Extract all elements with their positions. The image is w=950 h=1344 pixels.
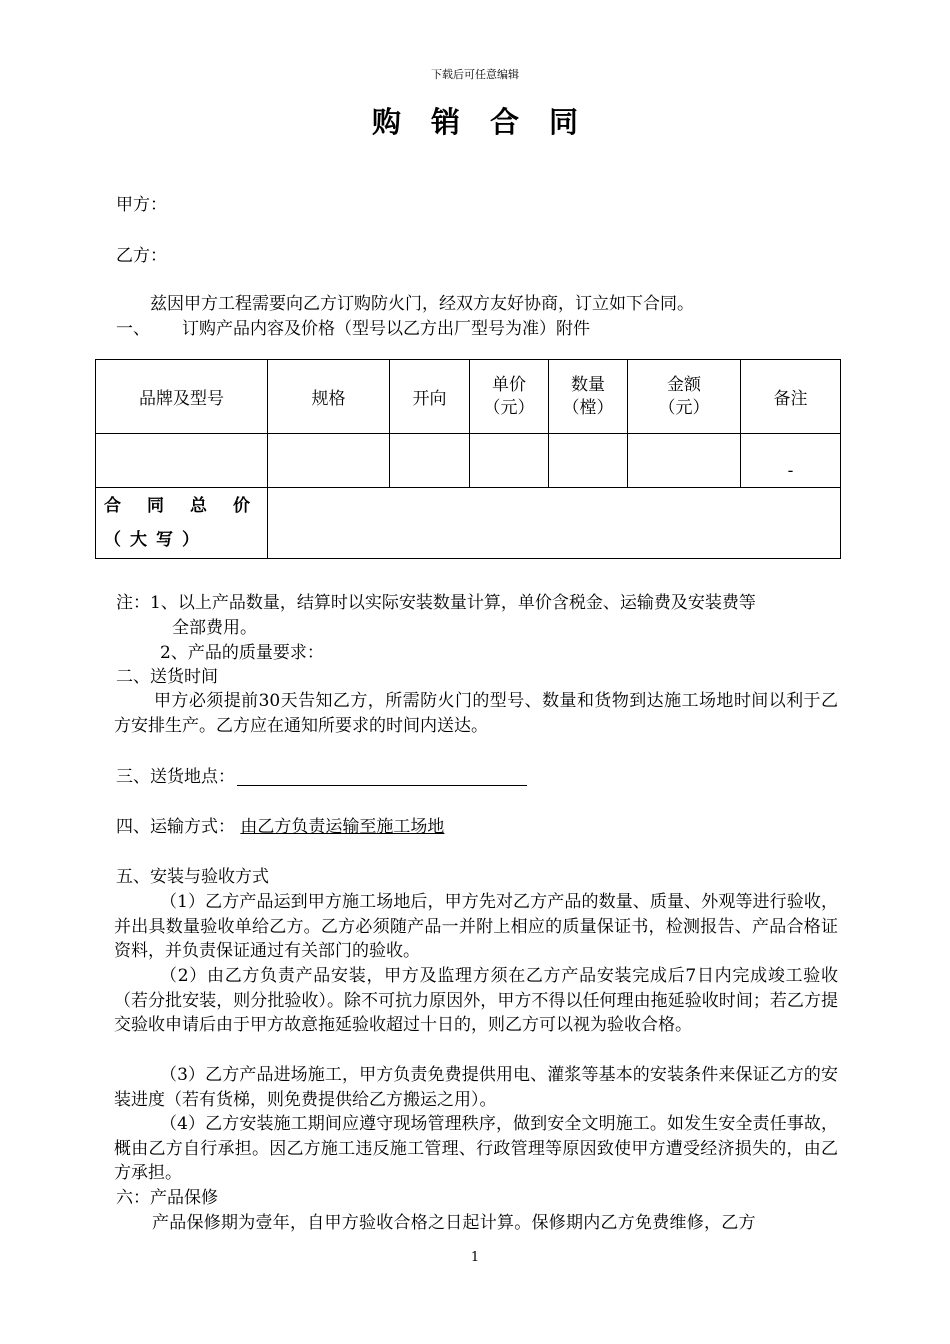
section-5-item-2: （2）由乙方负责产品安装，甲方及监理方须在乙方产品安装完成后7日内完成竣工验收（若分批安装，则分批验收）。除不可抗力原因外，甲方不得以任何理由拖延验收时间；若乙方提交验收申请后由于甲方故意拖延验收超过十日的，则乙方可以视为验收合格。 xyxy=(114,966,838,1035)
total-price-label: 合同总价（大写） xyxy=(96,488,268,559)
transport-method-value: 由乙方负责运输至施工场地 xyxy=(240,817,445,837)
section-5-item-1: （1）乙方产品运到甲方施工场地后，甲方先对乙方产品的数量、质量、外观等进行验收，并出具数量验收单给乙方。乙方必须随产品一并附上相应的质量保证书，检测报告、产品合格证资料，并负责保证通过有关部门的验收。 xyxy=(114,892,838,961)
delivery-address-blank xyxy=(237,765,527,786)
note-2: 2、产品的质量要求： xyxy=(160,643,324,663)
table-cell xyxy=(268,434,390,488)
header-cell-amount: 金额（元） xyxy=(628,360,741,434)
party-b-label: 乙方： xyxy=(116,246,167,266)
document-title: 购销合同 xyxy=(371,105,608,139)
note-1-continued: 全部费用。 xyxy=(172,618,257,638)
note-1: 注：1、以上产品数量，结算时以实际安装数量计算，单价含税金、运输费及安装费等 xyxy=(116,593,756,613)
table-total-row xyxy=(96,488,841,559)
header-cell-quantity: 数量（樘） xyxy=(549,360,628,434)
table-cell xyxy=(390,434,470,488)
section-6-title: 六：产品保修 xyxy=(116,1188,218,1208)
section-2-title: 二、送货时间 xyxy=(116,667,218,687)
table-cell xyxy=(470,434,549,488)
header-cell-unit-price: 单价（元） xyxy=(470,360,549,434)
table-header-row xyxy=(96,360,841,434)
section-4-line xyxy=(116,815,444,839)
header-note: 下载后可任意编辑 xyxy=(431,68,519,81)
table-row xyxy=(96,434,841,488)
section-1-number: 一、 xyxy=(116,319,150,339)
total-price-value xyxy=(268,488,841,559)
section-6-body: 产品保修期为壹年，自甲方验收合格之日起计算。保修期内乙方免费维修，乙方 xyxy=(152,1213,756,1233)
section-3-line xyxy=(116,765,527,789)
table-cell-remarks: - xyxy=(741,434,841,488)
table-cell xyxy=(549,434,628,488)
order-table xyxy=(95,359,841,559)
table-cell xyxy=(96,434,268,488)
page-number: 1 xyxy=(470,1250,480,1265)
section-4-title: 四、运输方式： xyxy=(116,817,235,837)
header-cell-direction: 开向 xyxy=(390,360,470,434)
party-a-label: 甲方： xyxy=(116,195,167,215)
section-5-title: 五、安装与验收方式 xyxy=(116,867,269,887)
intro-paragraph: 兹因甲方工程需要向乙方订购防火门，经双方友好协商，订立如下合同。 xyxy=(150,294,694,314)
section-5-item-4: （4）乙方安装施工期间应遵守现场管理秩序，做到安全文明施工。如发生安全责任事故，概由乙方自行承担。因乙方施工违反施工管理、行政管理等原因致使甲方遭受经济损失的，由乙方承担。 xyxy=(114,1114,838,1183)
header-cell-spec: 规格 xyxy=(268,360,390,434)
table-cell xyxy=(628,434,741,488)
section-2-body: 甲方必须提前30天告知乙方，所需防火门的型号、数量和货物到达施工场地时间以利于乙方安排生产。乙方应在通知所要求的时间内送达。 xyxy=(114,691,838,736)
header-cell-brand-model: 品牌及型号 xyxy=(96,360,268,434)
header-cell-remarks: 备注 xyxy=(741,360,841,434)
section-1-title: 订购产品内容及价格（型号以乙方出厂型号为准）附件 xyxy=(182,319,590,339)
section-3-title: 三、送货地点： xyxy=(116,767,235,787)
section-5-item-3: （3）乙方产品进场施工，甲方负责免费提供用电、灌浆等基本的安装条件来保证乙方的安装进度（若有货梯，则免费提供给乙方搬运之用）。 xyxy=(114,1065,838,1110)
